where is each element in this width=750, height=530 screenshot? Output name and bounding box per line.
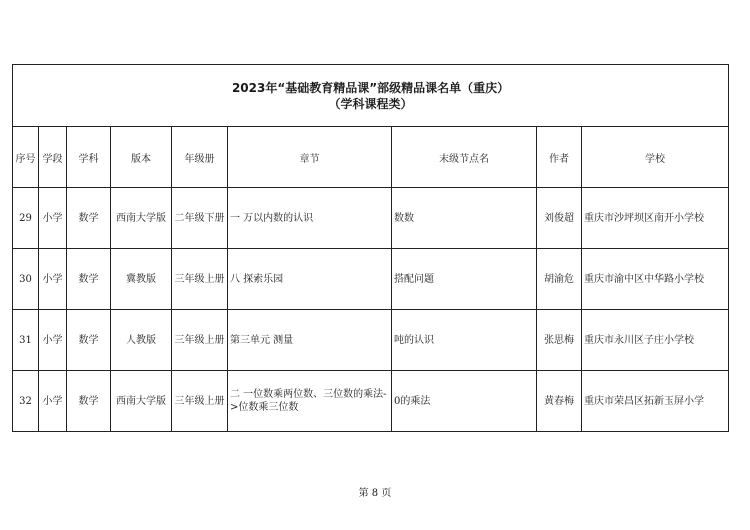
column-header-grade: 年级册 xyxy=(172,127,228,188)
cell-stage: 小学 xyxy=(39,249,67,310)
cell-author: 黄春梅 xyxy=(537,371,582,432)
column-header-author: 作者 xyxy=(537,127,582,188)
cell-school: 重庆市荣昌区拓新玉屏小学 xyxy=(582,371,729,432)
cell-subject: 数学 xyxy=(67,371,111,432)
table-row xyxy=(13,371,729,432)
cell-grade: 二年级下册 xyxy=(172,188,228,249)
column-header-subject: 学科 xyxy=(67,127,111,188)
cell-final-node: 数数 xyxy=(392,188,537,249)
cell-stage: 小学 xyxy=(39,310,67,371)
cell-edition: 冀教版 xyxy=(111,249,172,310)
cell-number: 29 xyxy=(13,188,39,249)
table-subtitle: （学科课程类） xyxy=(328,96,413,111)
table-title: 2023年“基础教育精品课”部级精品课名单（重庆） xyxy=(231,80,510,95)
cell-number: 31 xyxy=(13,310,39,371)
cell-chapter: 二 一位数乘两位数、三位数的乘法->位数乘三位数 xyxy=(228,371,392,432)
cell-school: 重庆市永川区子庄小学校 xyxy=(582,310,729,371)
cell-school: 重庆市沙坪坝区南开小学校 xyxy=(582,188,729,249)
cell-number: 30 xyxy=(13,249,39,310)
cell-stage: 小学 xyxy=(39,188,67,249)
cell-author: 刘俊超 xyxy=(537,188,582,249)
title-cell xyxy=(13,65,729,127)
cell-subject: 数学 xyxy=(67,310,111,371)
cell-grade: 三年级上册 xyxy=(172,310,228,371)
cell-grade: 三年级上册 xyxy=(172,371,228,432)
table-row xyxy=(13,188,729,249)
course-list-table xyxy=(12,64,729,432)
cell-final-node: 吨的认识 xyxy=(392,310,537,371)
column-header-chapter: 章节 xyxy=(228,127,392,188)
column-header-school: 学校 xyxy=(582,127,729,188)
table-row xyxy=(13,249,729,310)
cell-school: 重庆市渝中区中华路小学校 xyxy=(582,249,729,310)
column-header-edition: 版本 xyxy=(111,127,172,188)
cell-author: 张思梅 xyxy=(537,310,582,371)
cell-edition: 西南大学版 xyxy=(111,188,172,249)
cell-chapter: 八 探索乐园 xyxy=(228,249,392,310)
cell-subject: 数学 xyxy=(67,249,111,310)
cell-number: 32 xyxy=(13,371,39,432)
cell-chapter: 第三单元 测量 xyxy=(228,310,392,371)
column-header-final-node: 末级节点名 xyxy=(392,127,537,188)
page-number: 第 8 页 xyxy=(358,488,392,499)
table-row xyxy=(13,310,729,371)
column-header-stage: 学段 xyxy=(39,127,67,188)
title-row xyxy=(13,65,729,127)
cell-final-node: 搭配问题 xyxy=(392,249,537,310)
header-row xyxy=(13,127,729,188)
cell-chapter: 一 万以内数的认识 xyxy=(228,188,392,249)
cell-edition: 人教版 xyxy=(111,310,172,371)
column-header-number: 序号 xyxy=(13,127,39,188)
cell-final-node: 0的乘法 xyxy=(392,371,537,432)
cell-grade: 三年级上册 xyxy=(172,249,228,310)
cell-edition: 西南大学版 xyxy=(111,371,172,432)
cell-stage: 小学 xyxy=(39,371,67,432)
cell-subject: 数学 xyxy=(67,188,111,249)
cell-author: 胡渝危 xyxy=(537,249,582,310)
